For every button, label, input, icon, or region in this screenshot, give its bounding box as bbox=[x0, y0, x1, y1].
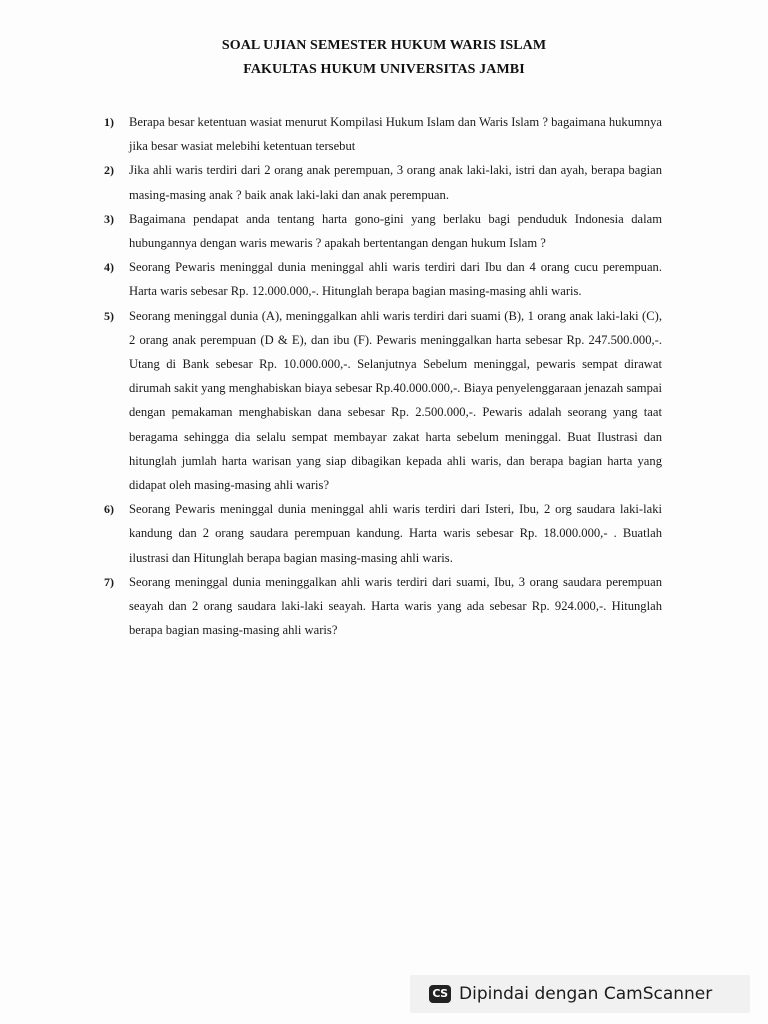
question-text: Berapa besar ketentuan wasiat menurut Kompilasi Hukum Islam dan Waris Islam ? bagaimana hukumnya jika besar wasiat melebihi ketentuan tersebut bbox=[129, 115, 662, 154]
question-number: 2) bbox=[104, 163, 114, 178]
question-item bbox=[104, 158, 662, 206]
camscanner-logo-icon: CS bbox=[429, 985, 451, 1003]
question-item bbox=[104, 570, 662, 643]
question-number: 5) bbox=[104, 308, 114, 323]
question-text: Seorang Pewaris meninggal dunia meninggal ahli waris terdiri dari Ibu dan 4 orang cucu perempuan. Harta waris sebesar Rp. 12.000.000,-. Hitunglah berapa bagian masing-masing ahli waris. bbox=[129, 260, 662, 299]
question-item bbox=[104, 207, 662, 255]
document-title: SOAL UJIAN SEMESTER HUKUM WARIS ISLAM bbox=[221, 38, 547, 53]
question-number: 7) bbox=[104, 574, 114, 589]
question-item bbox=[104, 497, 662, 570]
question-text: Seorang meninggal dunia (A), meninggalkan ahli waris terdiri dari suami (B), 1 orang anak laki-laki (C), 2 orang anak perempuan (D & E), dan ibu (F). Pewaris meninggalkan harta sebesar Rp. 247.500.000,-. Utang di Bank sebesar Rp. 10.000.000,-. Selanjutnya Sebelum meninggal, pewaris sempat dirawat dirumah sakit yang menghabiskan biaya sebesar Rp.40.000.000,-. Biaya penyelenggaraan jenazah sampai dengan pemakaman menghabiskan dana sebesar Rp. 2.500.000,-. Pewaris adalah seorang yang taat beragama sehingga dia selalu sempat membayar zakat harta sebelum meninggal. Buat Ilustrasi dan hitunglah jumlah harta warisan yang siap dibagikan kepada ahli waris, dan berapa bagian harta yang didapat oleh masing-masing ahli waris? bbox=[129, 308, 662, 493]
watermark-text: Dipindai dengan CamScanner bbox=[459, 984, 713, 1004]
question-list bbox=[104, 110, 662, 642]
question-text: Seorang meninggal dunia meninggalkan ahli waris terdiri dari suami, Ibu, 3 orang saudara perempuan seayah dan 2 orang saudara laki-laki seayah. Harta waris yang ada sebesar Rp. 924.000,-. Hitunglah berapa bagian masing-masing ahli waris? bbox=[129, 574, 662, 638]
question-item bbox=[104, 255, 662, 303]
question-text: Jika ahli waris terdiri dari 2 orang anak perempuan, 3 orang anak laki-laki, istri dan ayah, berapa bagian masing-masing anak ? baik anak laki-laki dan anak perempuan. bbox=[129, 163, 662, 202]
question-number: 6) bbox=[104, 502, 114, 517]
question-number: 1) bbox=[104, 115, 114, 129]
camscanner-watermark bbox=[410, 975, 750, 1013]
question-item bbox=[104, 304, 662, 498]
question-text: Bagaimana pendapat anda tentang harta gono-gini yang berlaku bagi penduduk Indonesia dalam hubungannya dengan waris mewaris ? apakah bertentangan dengan hukum Islam ? bbox=[129, 211, 662, 251]
question-number: 4) bbox=[104, 260, 114, 275]
question-text: Seorang Pewaris meninggal dunia meninggal ahli waris terdiri dari Isteri, Ibu, 2 org saudara laki-laki kandung dan 2 orang saudara perempuan kandung. Harta waris sebesar Rp. 18.000.000,- . Buatlah ilustrasi dan Hitunglah berapa bagian masing-masing ahli waris. bbox=[129, 502, 662, 565]
document-subtitle: FAKULTAS HUKUM UNIVERSITAS JAMBI bbox=[243, 62, 525, 77]
question-item bbox=[104, 110, 662, 158]
question-number: 3) bbox=[104, 211, 114, 226]
